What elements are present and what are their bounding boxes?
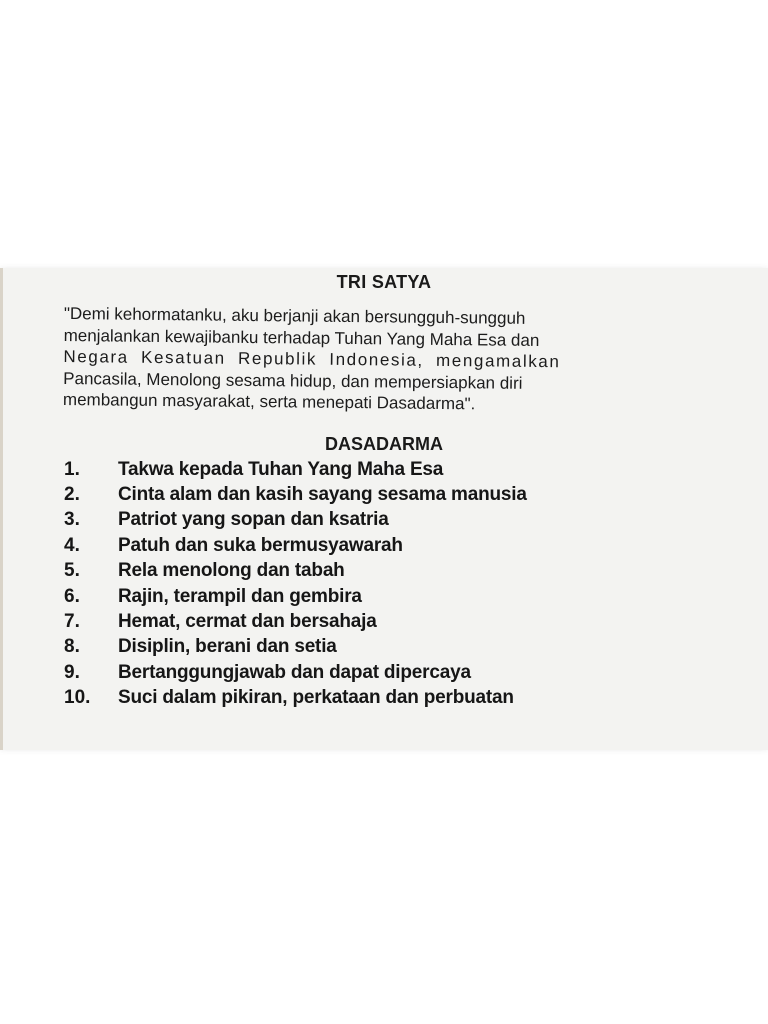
list-item-text: Cinta alam dan kasih sayang sesama manusia	[118, 484, 527, 506]
pledge-paragraph	[63, 303, 720, 417]
card-edge	[0, 268, 3, 750]
list-item-text: Rela menolong dan tabah	[118, 560, 345, 582]
pledge-line: "Demi kehormatanku, aku berjanji akan bersungguh-sungguh	[63, 303, 526, 328]
list-item-number: 4.	[64, 534, 80, 556]
list-item-number: 3.	[64, 509, 80, 531]
list-item-number: 6.	[64, 585, 80, 607]
dasadarma-list	[64, 457, 664, 711]
pledge-line: Negara Kesatuan Republik Indonesia, mengamalkan	[63, 346, 561, 372]
list-item-number: 8.	[64, 636, 80, 658]
list-item	[64, 635, 664, 660]
list-item-number: 5.	[64, 560, 80, 582]
list-item-number: 7.	[64, 611, 80, 633]
list-item-text: Bertanggungjawab dan dapat dipercaya	[118, 661, 471, 683]
list-item	[64, 533, 664, 558]
list-item-text: Patuh dan suka bermusyawarah	[118, 534, 403, 556]
list-item	[64, 508, 664, 533]
list-item-text: Patriot yang sopan dan ksatria	[118, 509, 389, 531]
list-item	[64, 482, 664, 507]
list-item	[64, 457, 664, 482]
list-item-number: 9.	[64, 661, 80, 683]
list-item-text: Takwa kepada Tuhan Yang Maha Esa	[118, 458, 444, 480]
pledge-line: Pancasila, Menolong sesama hidup, dan mempersiapkan diri	[63, 368, 523, 393]
list-item	[64, 609, 664, 634]
document-title: TRI SATYA	[336, 272, 432, 292]
list-item-number: 2.	[64, 484, 80, 506]
list-item-text: Suci dalam pikiran, perkataan dan perbuatan	[118, 687, 514, 709]
list-item-number: 1.	[64, 458, 80, 480]
list-item	[64, 584, 664, 609]
section-title: DASADARMA	[325, 434, 443, 454]
pledge-line: menjalankan kewajibanku terhadap Tuhan Yang Maha Esa dan	[63, 325, 540, 350]
list-item-text: Rajin, terampil dan gembira	[118, 585, 362, 607]
pledge-line: membangun masyarakat, serta menepati Dasadarma".	[62, 389, 476, 414]
list-item	[64, 559, 664, 584]
list-item-text: Disiplin, berani dan setia	[118, 636, 337, 658]
list-item	[64, 660, 664, 685]
list-item-number: 10.	[64, 687, 91, 709]
list-item-text: Hemat, cermat dan bersahaja	[118, 611, 377, 633]
list-item	[64, 686, 664, 711]
